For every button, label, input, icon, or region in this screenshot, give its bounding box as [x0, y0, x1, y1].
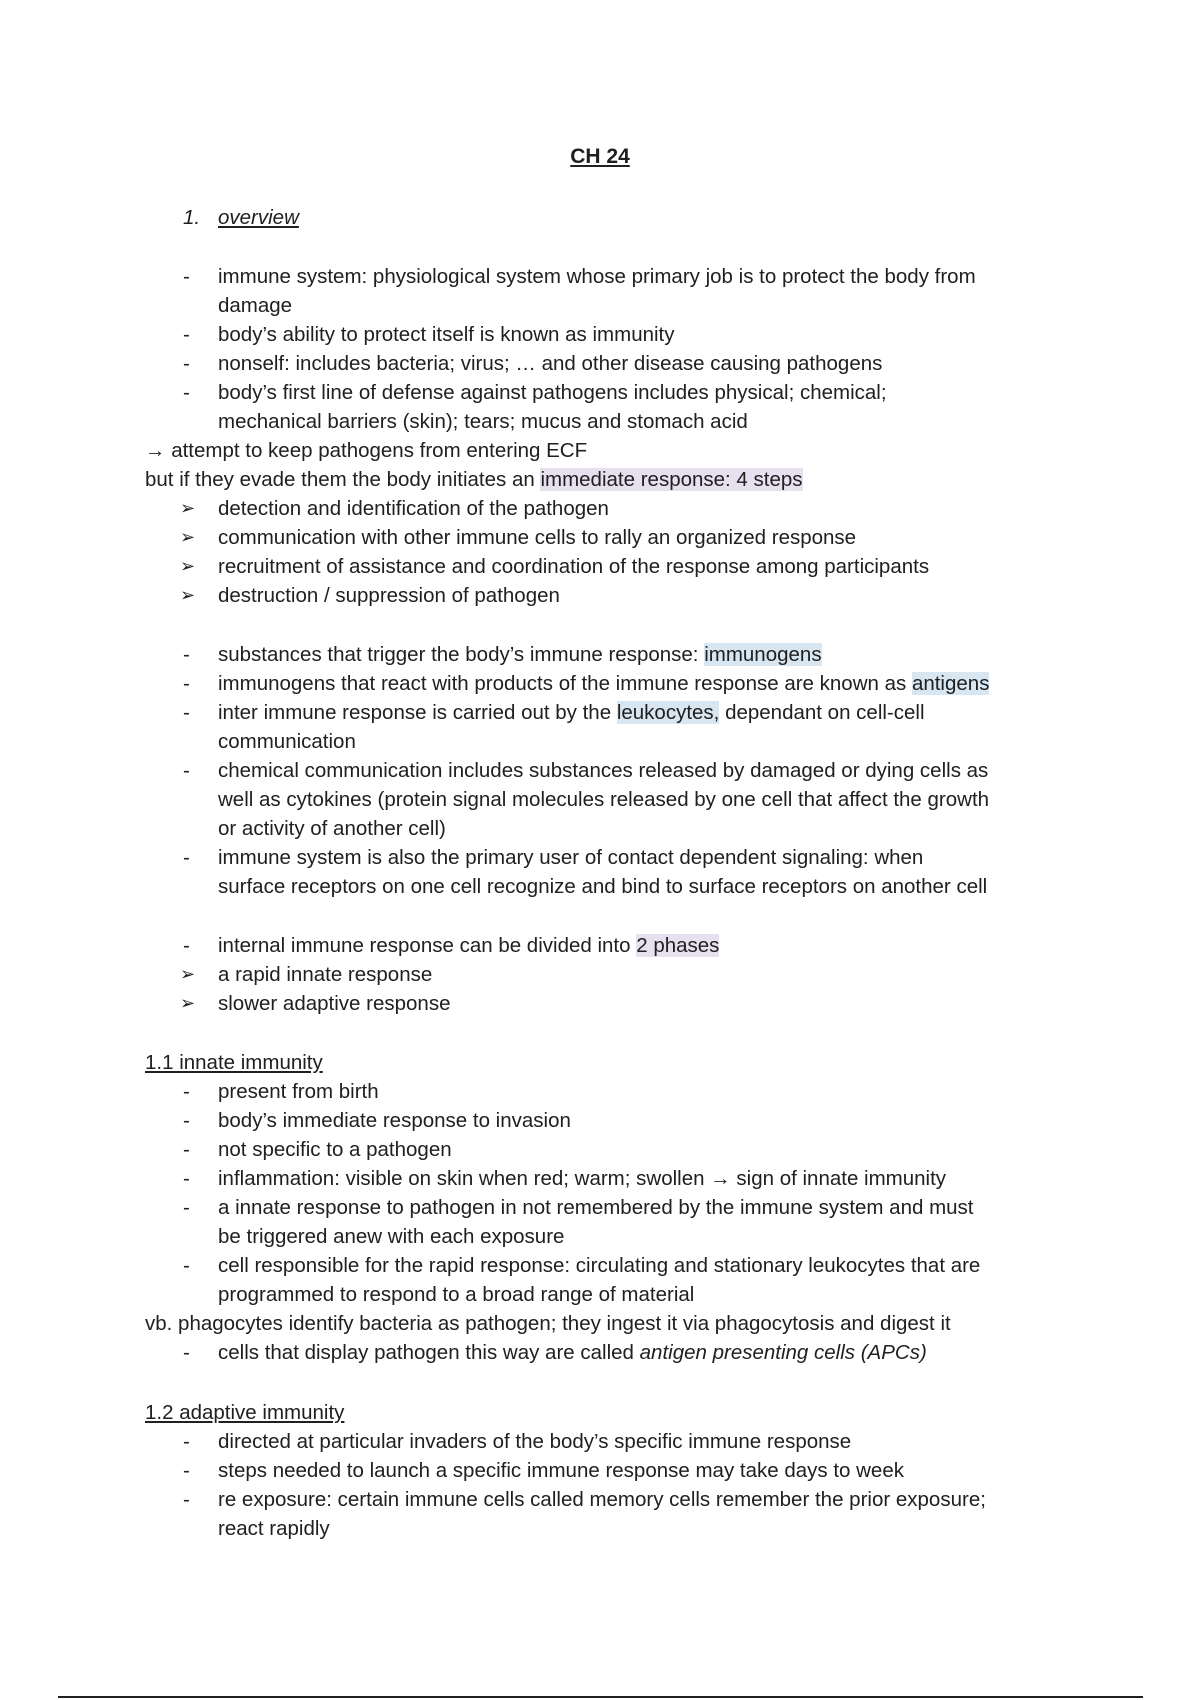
adaptive-heading: 1.2 adaptive immunity — [145, 1401, 345, 1424]
bullet-text: surface receptors on one cell recognize and bind to surface receptors on another cell — [218, 875, 988, 898]
dash-bullet: - — [183, 1138, 190, 1161]
bullet-text: mechanical barriers (skin); tears; mucus and stomach acid — [218, 410, 748, 433]
arrow-note-text: → attempt to keep pathogens from entering ECF — [145, 439, 588, 462]
bullet-text: directed at particular invaders of the body’s specific immune response — [218, 1430, 852, 1453]
bullet-text: or activity of another cell) — [218, 817, 446, 840]
dash-bullet: - — [183, 701, 190, 724]
overview-heading: overview — [218, 206, 299, 229]
dash-bullet: - — [183, 846, 190, 869]
dash-bullet: - — [183, 323, 190, 346]
bullet-text: body’s ability to protect itself is known as immunity — [218, 323, 675, 346]
bullet-text: inter immune response is carried out by the — [218, 701, 617, 724]
bullet-text: steps needed to launch a specific immune response may take days to week — [218, 1459, 904, 1482]
bullet-text: immunogens that react with products of the immune response are known as — [218, 672, 912, 695]
highlight-immunogens: immunogens — [704, 643, 822, 666]
vb-text: vb. phagocytes identify bacteria as pathogen; they ingest it via phagocytosis and digest it — [145, 1312, 951, 1335]
dash-bullet: - — [183, 1488, 190, 1511]
bullet-text: a innate response to pathogen in not remembered by the immune system and must — [218, 1196, 974, 1219]
bullet-text: immune system: physiological system whose primary job is to protect the body from — [218, 265, 976, 288]
step-text: communication with other immune cells to rally an organized response — [218, 526, 857, 549]
page-title: CH 24 — [570, 145, 630, 168]
bullet-text: programmed to respond to a broad range of material — [218, 1283, 695, 1306]
step-text: destruction / suppression of pathogen — [218, 584, 560, 607]
bullet-text: dependant on cell-cell — [719, 701, 925, 724]
dash-bullet: - — [183, 1109, 190, 1132]
bullet-text: react rapidly — [218, 1517, 330, 1540]
phase-text: a rapid innate response — [218, 963, 433, 986]
dash-bullet: - — [183, 759, 190, 782]
bullet-text: chemical communication includes substances released by damaged or dying cells as — [218, 759, 989, 782]
bullet-text: substances that trigger the body’s immune response: — [218, 643, 705, 666]
highlight-immediate-response: immediate response: 4 steps — [540, 468, 803, 491]
dash-bullet: - — [183, 265, 190, 288]
bullet-text: cells that display pathogen this way are called — [218, 1341, 640, 1364]
overview-number: 1. — [183, 206, 201, 229]
bullet-text: present from birth — [218, 1080, 379, 1103]
arrow-bullet-icon: ➢ — [180, 964, 196, 984]
bullet-text: not specific to a pathogen — [218, 1138, 452, 1161]
highlight-antigens: antigens — [911, 672, 990, 695]
dash-bullet: - — [183, 672, 190, 695]
bullet-text: immune system is also the primary user of contact dependent signaling: when — [218, 846, 924, 869]
arrow-bullet-icon: ➢ — [180, 556, 196, 576]
dash-bullet: - — [183, 643, 190, 666]
dash-bullet: - — [183, 381, 190, 404]
bottom-divider — [58, 1696, 1143, 1698]
arrow-bullet-icon: ➢ — [180, 585, 196, 605]
bullet-text: inflammation: visible on skin when red; warm; swollen → sign of innate immunity — [218, 1167, 947, 1190]
dash-bullet: - — [183, 352, 190, 375]
arrow-bullet-icon: ➢ — [180, 993, 196, 1013]
step-text: recruitment of assistance and coordination of the response among participants — [218, 555, 930, 578]
bullet-text: communication — [218, 730, 356, 753]
innate-heading: 1.1 innate immunity — [145, 1051, 323, 1074]
phase-text: slower adaptive response — [218, 992, 451, 1015]
bullet-text: well as cytokines (protein signal molecules released by one cell that affect the growth — [218, 788, 990, 811]
highlight-2-phases: 2 phases — [636, 934, 720, 957]
bullet-text: cell responsible for the rapid response: circulating and stationary leukocytes that are — [218, 1254, 981, 1277]
dash-bullet: - — [183, 1167, 190, 1190]
bullet-text: damage — [218, 294, 293, 317]
dash-bullet: - — [183, 1196, 190, 1219]
highlight-leukocytes: leukocytes, — [616, 701, 720, 724]
dash-bullet: - — [183, 934, 190, 957]
dash-bullet: - — [183, 1459, 190, 1482]
bullet-text: body’s first line of defense against pathogens includes physical; chemical; — [218, 381, 887, 404]
evade-text: but if they evade them the body initiates an — [145, 468, 541, 491]
bullet-text: body’s immediate response to invasion — [218, 1109, 571, 1132]
bullet-text: be triggered anew with each exposure — [218, 1225, 565, 1248]
arrow-bullet-icon: ➢ — [180, 498, 196, 518]
dash-bullet: - — [183, 1080, 190, 1103]
dash-bullet: - — [183, 1254, 190, 1277]
apc-term: antigen presenting cells (APCs) — [639, 1341, 927, 1364]
step-text: detection and identification of the pathogen — [218, 497, 609, 520]
bullet-text: re exposure: certain immune cells called memory cells remember the prior exposure; — [218, 1488, 986, 1511]
dash-bullet: - — [183, 1430, 190, 1453]
dash-bullet: - — [183, 1341, 190, 1364]
bullet-text: nonself: includes bacteria; virus; … and other disease causing pathogens — [218, 352, 883, 375]
arrow-bullet-icon: ➢ — [180, 527, 196, 547]
bullet-text: internal immune response can be divided into — [218, 934, 637, 957]
